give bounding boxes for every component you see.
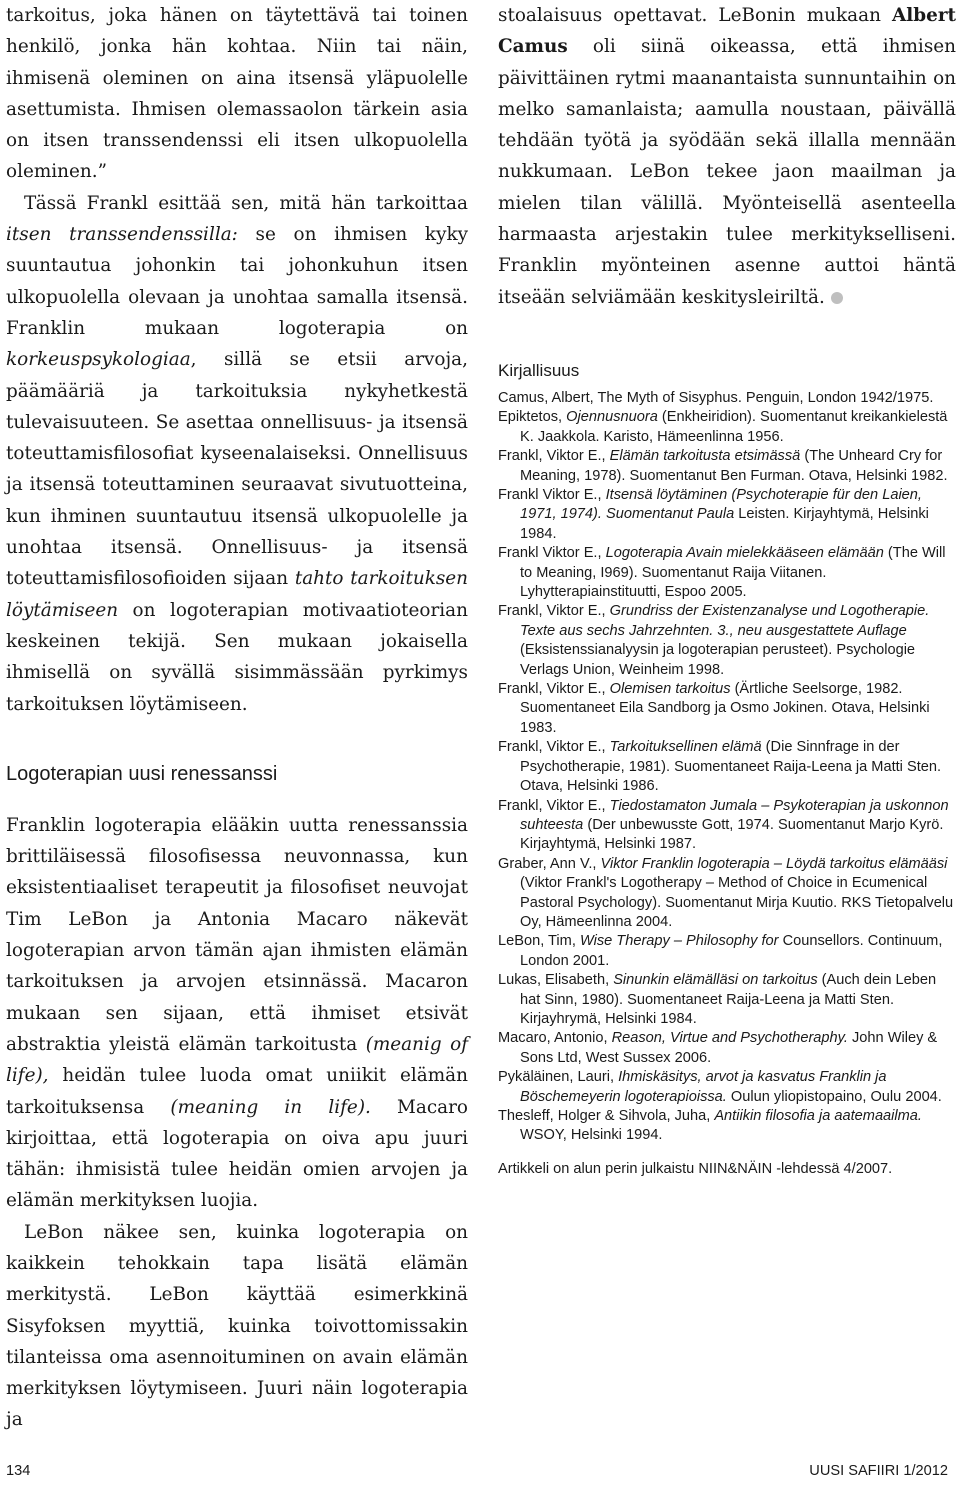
reference-text: LeBon, Tim,	[498, 933, 580, 950]
reference-text: Epiktetos,	[498, 409, 567, 426]
reference-text: Frankl Viktor E.,	[498, 487, 606, 503]
end-bullet-icon	[831, 292, 843, 304]
italic-term: (meaning in life).	[170, 1096, 371, 1118]
reference-text: Frankl Viktor E.,	[498, 545, 606, 562]
reference-title: Logoterapia Avain mielekkääseen elämään	[605, 545, 884, 562]
reference-text: (The Will to Meaning, I969). Suomentanut Raija Viitanen. Lyhytterapiainstituutti, Espoo 2005.	[520, 545, 946, 601]
paragraph-1	[6, 0, 468, 188]
italic-term: korkeuspsykologiaa	[6, 349, 191, 371]
references-list	[498, 389, 956, 1146]
reference-item	[498, 738, 956, 796]
references-title: Kirjallisuus	[498, 360, 580, 380]
reference-item	[498, 408, 956, 447]
italic-term: (meanig of life),	[6, 1033, 469, 1087]
reference-text: (Viktor Frankl's Logotherapy – Method of Choice in Ecumenical Pastoral Psychology). Suomentanut Mirja Kuutio. RKS Tietopalvelu Oy, Hämeenlinna 2004.	[520, 875, 954, 930]
reference-text: John Wiley & Sons Ltd, West Sussex 2006.	[520, 1030, 938, 1066]
text: Macaro kirjoittaa, että logoterapia on oiva apu juuri tähän: ihmisistä tulee heidän omien arvojen ja elämän merkityksen luojia.	[6, 1096, 468, 1212]
reference-item	[498, 971, 956, 1029]
text: Franklin logoterapia elääkin uutta renessanssia brittiläisessä filosofisessa neuvonnassa, kun eksistentiaaliset terapeutit ja filosofiset neuvojat Tim LeBon ja Antonia Macaro näkevät logoterapian arvon tämän ajan ihmisten elämän tarkoituksen ja arvojen etsinnässä. Macaron mukaan sen sijaan, että ihmiset etsivät abstraktia yleistä elämän tarkoitusta	[6, 814, 468, 1055]
reference-text: Oulun yliopistopaino, Oulu 2004.	[726, 1088, 942, 1105]
text: se on ihmisen kyky suuntautua johonkin tai johonkuhun itsen ulkopuolella olevaan ja unohtaa samalla itsensä. Franklin mukaan logoterapia on	[6, 224, 469, 339]
reference-text: Pykäläinen, Lauri,	[498, 1069, 619, 1086]
paragraph-4	[6, 1217, 468, 1436]
text: heidän tulee luoda omat uniikit elämän tarkoituksensa	[6, 1065, 468, 1118]
reference-text: (Enkheiridion). Suomentanut kreikankielestä K. Jaakkola. Karisto, Hämeenlinna 1956.	[520, 409, 948, 445]
text: on logoterapian motivaatioteorian keskeinen tekijä. Sen mukaan jokaisella ihmisellä on syvällä sisimmässään pyrkimys tarkoituksen löytämiseen.	[6, 599, 468, 715]
reference-text: Camus, Albert, The Myth of Sisyphus. Penguin, London 1942/1975.	[498, 389, 934, 406]
reference-item	[498, 932, 956, 971]
text: Tässä Frankl esittää sen, mitä hän tarkoittaa	[24, 192, 468, 214]
reference-title: Reason, Virtue and Psychotheraphy.	[611, 1030, 848, 1047]
reference-title: Olemisen tarkoitus	[609, 681, 731, 698]
reference-title: Tiedostamaton Jumala – Psykoterapian ja uskonnon suhteesta	[520, 797, 949, 833]
bold-name: Albert Camus	[498, 5, 956, 58]
reference-text: Frankl, Viktor E.,	[498, 739, 610, 756]
reference-text: Frankl, Viktor E.,	[498, 603, 610, 620]
reference-item	[498, 602, 956, 680]
italic-term: itsen transsendenssilla:	[6, 224, 238, 246]
reference-text: Leisten. Kirjayhtymä, Helsinki 1984.	[520, 506, 929, 542]
reference-title: Ihmiskäsitys, arvot ja kasvatus Franklin ja Böschemeyerin logoterapioissa.	[520, 1069, 887, 1105]
reference-item	[498, 1029, 956, 1068]
right-column	[498, 0, 956, 1179]
reference-title: Tarkoituksellinen elämä	[609, 739, 762, 756]
reference-item	[498, 1107, 956, 1146]
reference-item	[498, 797, 956, 855]
reference-text: Lukas, Elisabeth,	[498, 972, 614, 989]
left-column	[6, 0, 468, 1436]
reference-item	[498, 486, 956, 544]
paragraph-2	[6, 188, 468, 720]
italic-term: tahto tarkoituksen löytämiseen	[6, 568, 468, 621]
reference-text: (Der unbewusste Gott, 1974. Suomentanut Marjo Kyrö. Kirjayhtymä, Helsinki 1987.	[520, 816, 944, 853]
reference-item	[498, 544, 956, 602]
text: LeBon näkee sen, kuinka logoterapia on kaikkein tehokkain tapa lisätä elämän merkitystä. LeBon käyttää esimerkkinä Sisyfoksen myyttiä, kuinka toivottomissakin tilanteissa oma asennoituminen on avain elämän merkityksen löytymiseen. Juuri näin logoterapia ja	[6, 1221, 468, 1431]
reference-item	[498, 680, 956, 738]
reference-text: Graber, Ann V.,	[498, 855, 601, 872]
reference-item	[498, 855, 956, 933]
reference-text: Counsellors. Continuum, London 2001.	[520, 933, 943, 969]
reference-text: (Die Sinnfrage in der Psychotherapie, 1981). Suomentaneet Raija-Leena ja Matti Sten. Otava, Helsinki 1986.	[520, 739, 942, 795]
reference-title: Itsensä löytäminen (Psychoterapie für den Laien, 1971, 1974). Suomentanut Paula	[520, 487, 922, 523]
reference-text: Frankl, Viktor E.,	[498, 681, 610, 698]
reference-item	[498, 447, 956, 486]
paragraph-5	[498, 0, 956, 313]
text: oli siinä oikeassa, että ihmisen päivittäinen rytmi maanantaista sunnuntaihin on melko samanlaista; aamulla noustaan, päivällä tehdään työtä ja syödään sekä illalla mennään nukkumaan. LeBon tekee jaon maailman ja mielen tilan välillä. Myönteisellä asenteella harmaasta arjestakin tulee merkitykselliseni.	[498, 36, 956, 246]
reference-title: Viktor Franklin logoterapia – Löydä tarkoitus elämääsi	[600, 855, 948, 872]
publication-name: UUSI SAFIIRI 1/2012	[809, 1463, 948, 1479]
page-number: 134	[6, 1463, 31, 1479]
reference-item	[498, 1068, 956, 1107]
reference-title: Sinunkin elämälläsi on tarkoitus	[613, 972, 818, 989]
reference-text: (The Unheard Cry for Meaning, 1978). Suomentanut Ben Furman. Otava, Helsinki 1982.	[520, 448, 948, 484]
text: Franklin myönteinen asenne auttoi häntä itseään selviämään keskitysleiriltä.	[498, 255, 956, 308]
reference-text: Frankl, Viktor E.,	[498, 797, 610, 814]
reference-text: Thesleff, Holger & Sihvola, Juha,	[498, 1108, 715, 1124]
reference-item	[498, 389, 956, 408]
reference-text: (Eksistenssianalyysin ja logoterapian perusteet). Psychologie Verlags Union, Weinheim 1998.	[520, 642, 916, 678]
text: , sillä se etsii arvoja, päämääriä ja tarkoituksia nykyhetkestä tulevaisuuteen. Se asettaa onnellisuus- ja itsensä toteuttamisfilosofiat kyseenalaiseksi. Onnellisuus ja itsensä toteuttaminen seuraavat sivutuotteina, kun ihminen suuntautuu itsensä ulkopuolelle ja unohtaa itsensä. Onnellisuus- ja itsensä toteuttamisfilosofioiden sijaan	[6, 349, 468, 590]
text: stoalaisuus opettavat. LeBonin mukaan	[498, 5, 892, 26]
reference-text: Macaro, Antonio,	[498, 1030, 612, 1047]
reference-text: (Ärtliche Seelsorge, 1982. Suomentaneet Eila Sandborg ja Osmo Jokinen. Otava, Helsinki 1983.	[520, 681, 930, 736]
text: tarkoitus, joka hänen on täytettävä tai toinen henkilö, jonka hän kohtaa. Niin tai näin, ihmisenä oleminen on aina itsensä yläpuolelle asettumista. Ihmisen olemassaolon tärkein asia on itsen transsendenssi eli itsen ulkopuolella oleminen.”	[6, 5, 468, 183]
section-heading: Logoterapian uusi renessanssi	[6, 762, 278, 785]
reference-title: Wise Therapy – Philosophy for	[579, 933, 779, 950]
reference-text: Frankl, Viktor E.,	[498, 448, 610, 465]
reference-text: (Auch dein Leben hat Sinn, 1980). Suomentaneet Raija-Leena ja Matti Sten. Kirjayhrymä, Helsinki 1984.	[520, 972, 937, 1027]
paragraph-3	[6, 810, 468, 1217]
publication-note: Artikkeli on alun perin julkaistu NIIN&NÄIN -lehdessä 4/2007.	[498, 1160, 893, 1177]
reference-title: Antiikin filosofia ja aatemaailma.	[714, 1108, 922, 1124]
reference-title: Elämän tarkoitusta etsimässä	[609, 448, 801, 465]
reference-text: WSOY, Helsinki 1994.	[520, 1127, 663, 1144]
reference-title: Grundriss der Existenzanalyse und Logotherapie. Texte aus sechs Jahrzehnten. 3., neu ausgestattete Auflage	[520, 603, 930, 639]
reference-title: Ojennusnuora	[566, 409, 658, 426]
